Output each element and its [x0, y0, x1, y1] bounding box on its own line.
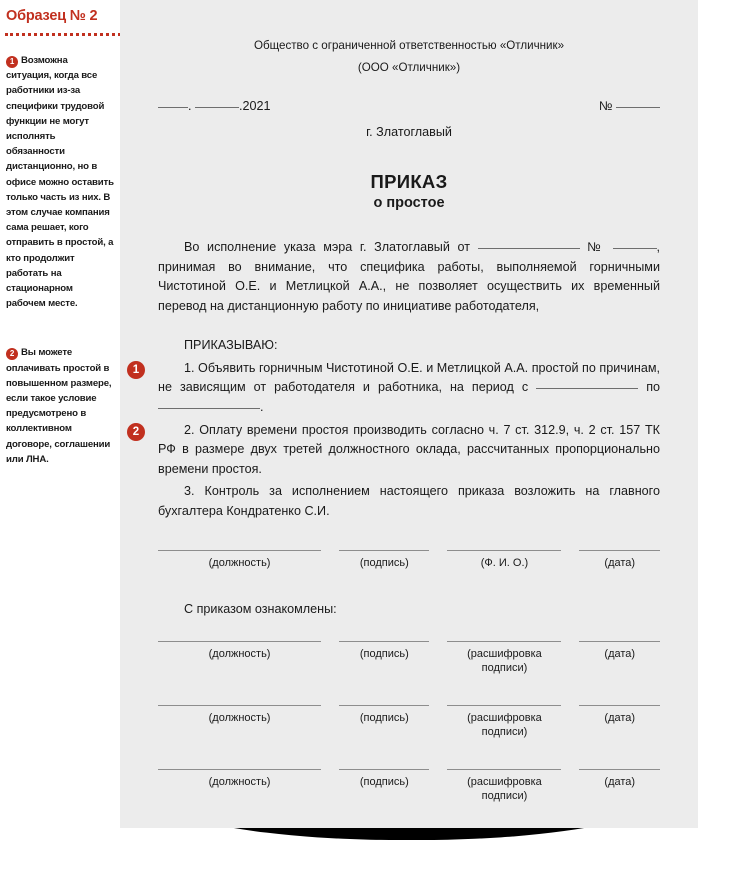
annotation-note-2 — [6, 345, 114, 467]
clause-1-text-start: 1. Объявить горничным Чистотиной О.Е. и Метлицкой А.А. простой по причинам, не зависящим от работодателя и работника, на период с — [158, 360, 660, 395]
ack-date-line — [579, 641, 660, 642]
clause-2 — [132, 421, 660, 480]
acknowledgement-row — [158, 705, 660, 739]
signer-signature-cell — [339, 550, 429, 570]
preamble-text-start: Во исполнение указа мэра г. Златоглавый от — [184, 240, 470, 254]
signer-signature-line — [339, 550, 429, 551]
acknowledgement-row — [158, 769, 660, 803]
signer-date-line — [579, 550, 660, 551]
signer-position-line — [158, 550, 321, 551]
ack-position-cell — [158, 641, 321, 675]
dotted-divider — [5, 33, 121, 36]
signer-row — [158, 550, 660, 570]
ack-transcript-caption: (расшифровка подписи) — [467, 648, 542, 675]
date-day-blank — [158, 107, 188, 108]
ack-position-cell — [158, 769, 321, 803]
document-subtitle: о простое — [373, 194, 445, 211]
organization-full-name: Общество с ограниченной ответственностью «Отличник» — [253, 39, 565, 52]
signer-fio-cell — [447, 550, 561, 570]
ack-date-line — [579, 769, 660, 770]
city-name: г. Златоглавый — [366, 124, 452, 139]
annotation-note-1 — [6, 53, 114, 311]
signer-fio-caption: (Ф. И. О.) — [480, 556, 529, 569]
ack-position-caption: (должность) — [208, 712, 271, 725]
ack-transcript-cell — [447, 705, 561, 739]
ack-signature-caption: (подпись) — [359, 712, 409, 725]
clause-3-text: 3. Контроль за исполнением настоящего приказа возложить на главного бухгалтера Кондратенко С.И. — [158, 484, 660, 519]
organization-short-name: (ООО «Отличник») — [357, 60, 461, 74]
signer-position-cell — [158, 550, 321, 570]
ack-transcript-line — [447, 705, 561, 706]
acknowledgement-row — [158, 641, 660, 675]
ack-position-caption: (должность) — [208, 648, 271, 661]
ack-signature-cell — [339, 769, 429, 803]
ack-transcript-cell — [447, 769, 561, 803]
ack-transcript-line — [447, 769, 561, 770]
ack-position-line — [158, 641, 321, 642]
clause-1 — [132, 359, 661, 418]
annotation-sidebar — [0, 0, 120, 880]
signer-date-cell — [579, 550, 660, 570]
ack-position-line — [158, 705, 321, 706]
document-number-field — [599, 97, 660, 117]
sample-label: Образец № 2 — [6, 8, 98, 24]
signer-fio-line — [447, 550, 561, 551]
ack-signature-line — [339, 769, 429, 770]
ack-date-line — [579, 705, 660, 706]
clause-2-badge-icon: 2 — [127, 423, 145, 441]
document-title: ПРИКАЗ — [370, 171, 448, 192]
ack-transcript-caption: (расшифровка подписи) — [467, 712, 542, 739]
decree-number-blank — [613, 248, 657, 249]
decree-date-blank — [478, 248, 580, 249]
date-month-blank — [195, 107, 239, 108]
ack-transcript-caption: (расшифровка подписи) — [467, 776, 542, 803]
number-blank — [616, 107, 660, 108]
ack-date-caption: (дата) — [604, 776, 636, 789]
ack-signature-caption: (подпись) — [359, 776, 409, 789]
acknowledgement-label: С приказом ознакомлены: — [184, 601, 337, 616]
ack-date-caption: (дата) — [604, 648, 636, 661]
date-and-number-row — [158, 97, 660, 117]
clause-1-start-date-blank — [536, 388, 638, 389]
number-label: № — [598, 99, 613, 113]
preamble-text-end: , принимая во внимание, что специфика работы, выполняемой горничными Чистотиной О.Е. и Метлицкой А.А., не позволяет осуществить их временный перевод на дистанционную работу по инициативе работодателя, — [158, 240, 661, 313]
ack-transcript-line — [447, 641, 561, 642]
clause-2-text: 2. Оплату времени простоя производить согласно ч. 7 ст. 312.9, ч. 2 ст. 157 ТК РФ в размере двух третей должностного оклада, рассчитанных пропорционально времени простоя. — [158, 422, 660, 476]
note-badge-2-icon: 2 — [6, 348, 18, 360]
ack-transcript-cell — [447, 641, 561, 675]
note-1-text: Возможна ситуация, когда все работники из-за специфики трудовой функции не могут исполнять обязанности дистанционно, но в офисе можно оставить только часть из них. В этом случае компания сама решает, кого отправить в простой, а кто продолжит работать на стационарном рабочем месте. — [6, 55, 114, 310]
ack-signature-caption: (подпись) — [359, 648, 409, 661]
document-sheet-wrapper — [120, 0, 698, 828]
order-keyword: ПРИКАЗЫВАЮ: — [184, 338, 278, 353]
signer-date-caption: (дата) — [604, 556, 636, 569]
ack-date-cell — [579, 641, 660, 675]
document-date-field — [158, 97, 271, 117]
clause-1-end-date-blank — [158, 408, 260, 409]
signer-position-caption: (должность) — [208, 556, 271, 569]
clause-1-text-mid: по — [646, 380, 661, 395]
document-page — [120, 0, 698, 828]
clause-1-text-end: . — [260, 400, 264, 415]
date-separator: . — [188, 99, 192, 113]
ack-signature-cell — [339, 641, 429, 675]
ack-date-cell — [579, 769, 660, 803]
signer-signature-caption: (подпись) — [359, 556, 409, 569]
note-2-text: Вы можете оплачивать простой в повышенном размере, если такое условие предусмотрено в коллективном договоре, соглашении или ЛНА. — [6, 347, 112, 465]
ack-position-caption: (должность) — [208, 776, 271, 789]
ack-signature-cell — [339, 705, 429, 739]
clause-3 — [158, 482, 660, 521]
date-year: .2021 — [239, 99, 271, 113]
ack-signature-line — [339, 641, 429, 642]
note-badge-1-icon: 1 — [6, 56, 18, 68]
ack-date-cell — [579, 705, 660, 739]
ack-signature-line — [339, 705, 429, 706]
ack-position-line — [158, 769, 321, 770]
clause-1-badge-icon: 1 — [127, 361, 145, 379]
ack-position-cell — [158, 705, 321, 739]
preamble-paragraph — [158, 238, 660, 316]
preamble-number-label: № — [587, 240, 605, 254]
ack-date-caption: (дата) — [604, 712, 636, 725]
